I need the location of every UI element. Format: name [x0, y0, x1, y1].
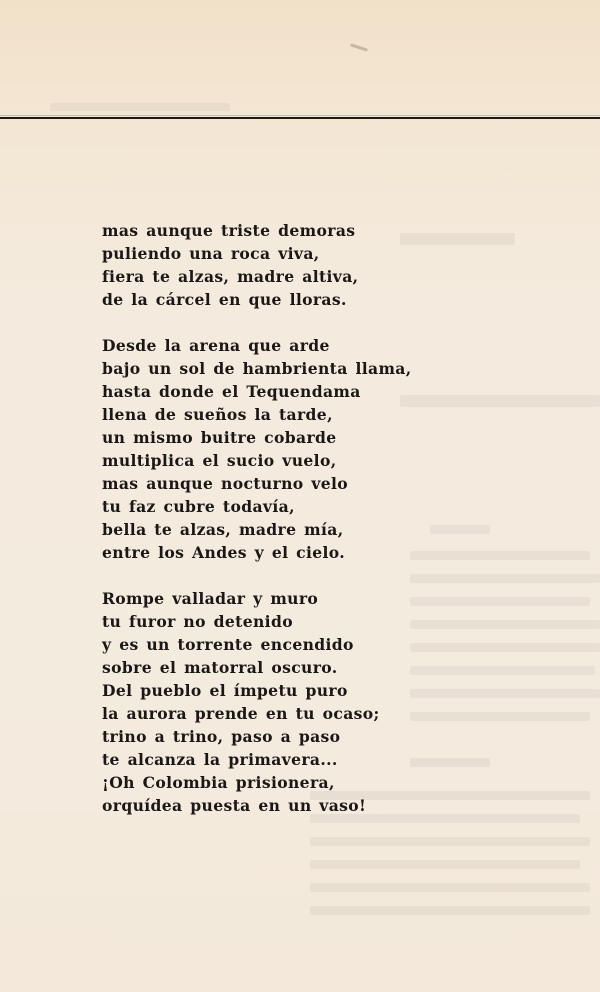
reverse-page-bleed-through — [400, 225, 600, 925]
verse-line: orquídea puesta en un vaso! — [102, 796, 367, 815]
stanza-2 — [102, 334, 412, 564]
verse-line: llena de sueños la tarde, — [102, 405, 333, 424]
header-rule — [0, 117, 600, 119]
verse-line: bella te alzas, madre mía, — [102, 520, 344, 539]
verse-line: te alcanza la primavera... — [102, 750, 338, 769]
verse-line: ¡Oh Colombia prisionera, — [102, 773, 335, 792]
poem-text — [102, 219, 412, 840]
verse-line: Del pueblo el ímpetu puro — [102, 681, 348, 700]
stanza-1 — [102, 219, 412, 311]
stanza-3 — [102, 587, 412, 817]
verse-line: Desde la arena que arde — [102, 336, 330, 355]
verse-line: hasta donde el Tequendama — [102, 382, 361, 401]
header-rule-shadow — [0, 115, 600, 116]
verse-line: tu furor no detenido — [102, 612, 293, 631]
verse-line: sobre el matorral oscuro. — [102, 658, 338, 677]
verse-line: entre los Andes y el cielo. — [102, 543, 346, 562]
verse-line: trino a trino, paso a paso — [102, 727, 341, 746]
verse-line: mas aunque triste demoras — [102, 221, 356, 240]
verse-line: fiera te alzas, madre altiva, — [102, 267, 359, 286]
verse-line: de la cárcel en que lloras. — [102, 290, 347, 309]
verse-line: Rompe valladar y muro — [102, 589, 319, 608]
verse-line: la aurora prende en tu ocaso; — [102, 704, 380, 723]
verse-line: y es un torrente encendido — [102, 635, 354, 654]
running-header-bleed — [50, 103, 230, 111]
verse-line: un mismo buitre cobarde — [102, 428, 337, 447]
verse-line: tu faz cubre todavía, — [102, 497, 295, 516]
paper-speck — [350, 43, 368, 51]
verse-line: bajo un sol de hambrienta llama, — [102, 359, 412, 378]
verse-line: multiplica el sucio vuelo, — [102, 451, 337, 470]
verse-line: puliendo una roca viva, — [102, 244, 320, 263]
verse-line: mas aunque nocturno velo — [102, 474, 349, 493]
